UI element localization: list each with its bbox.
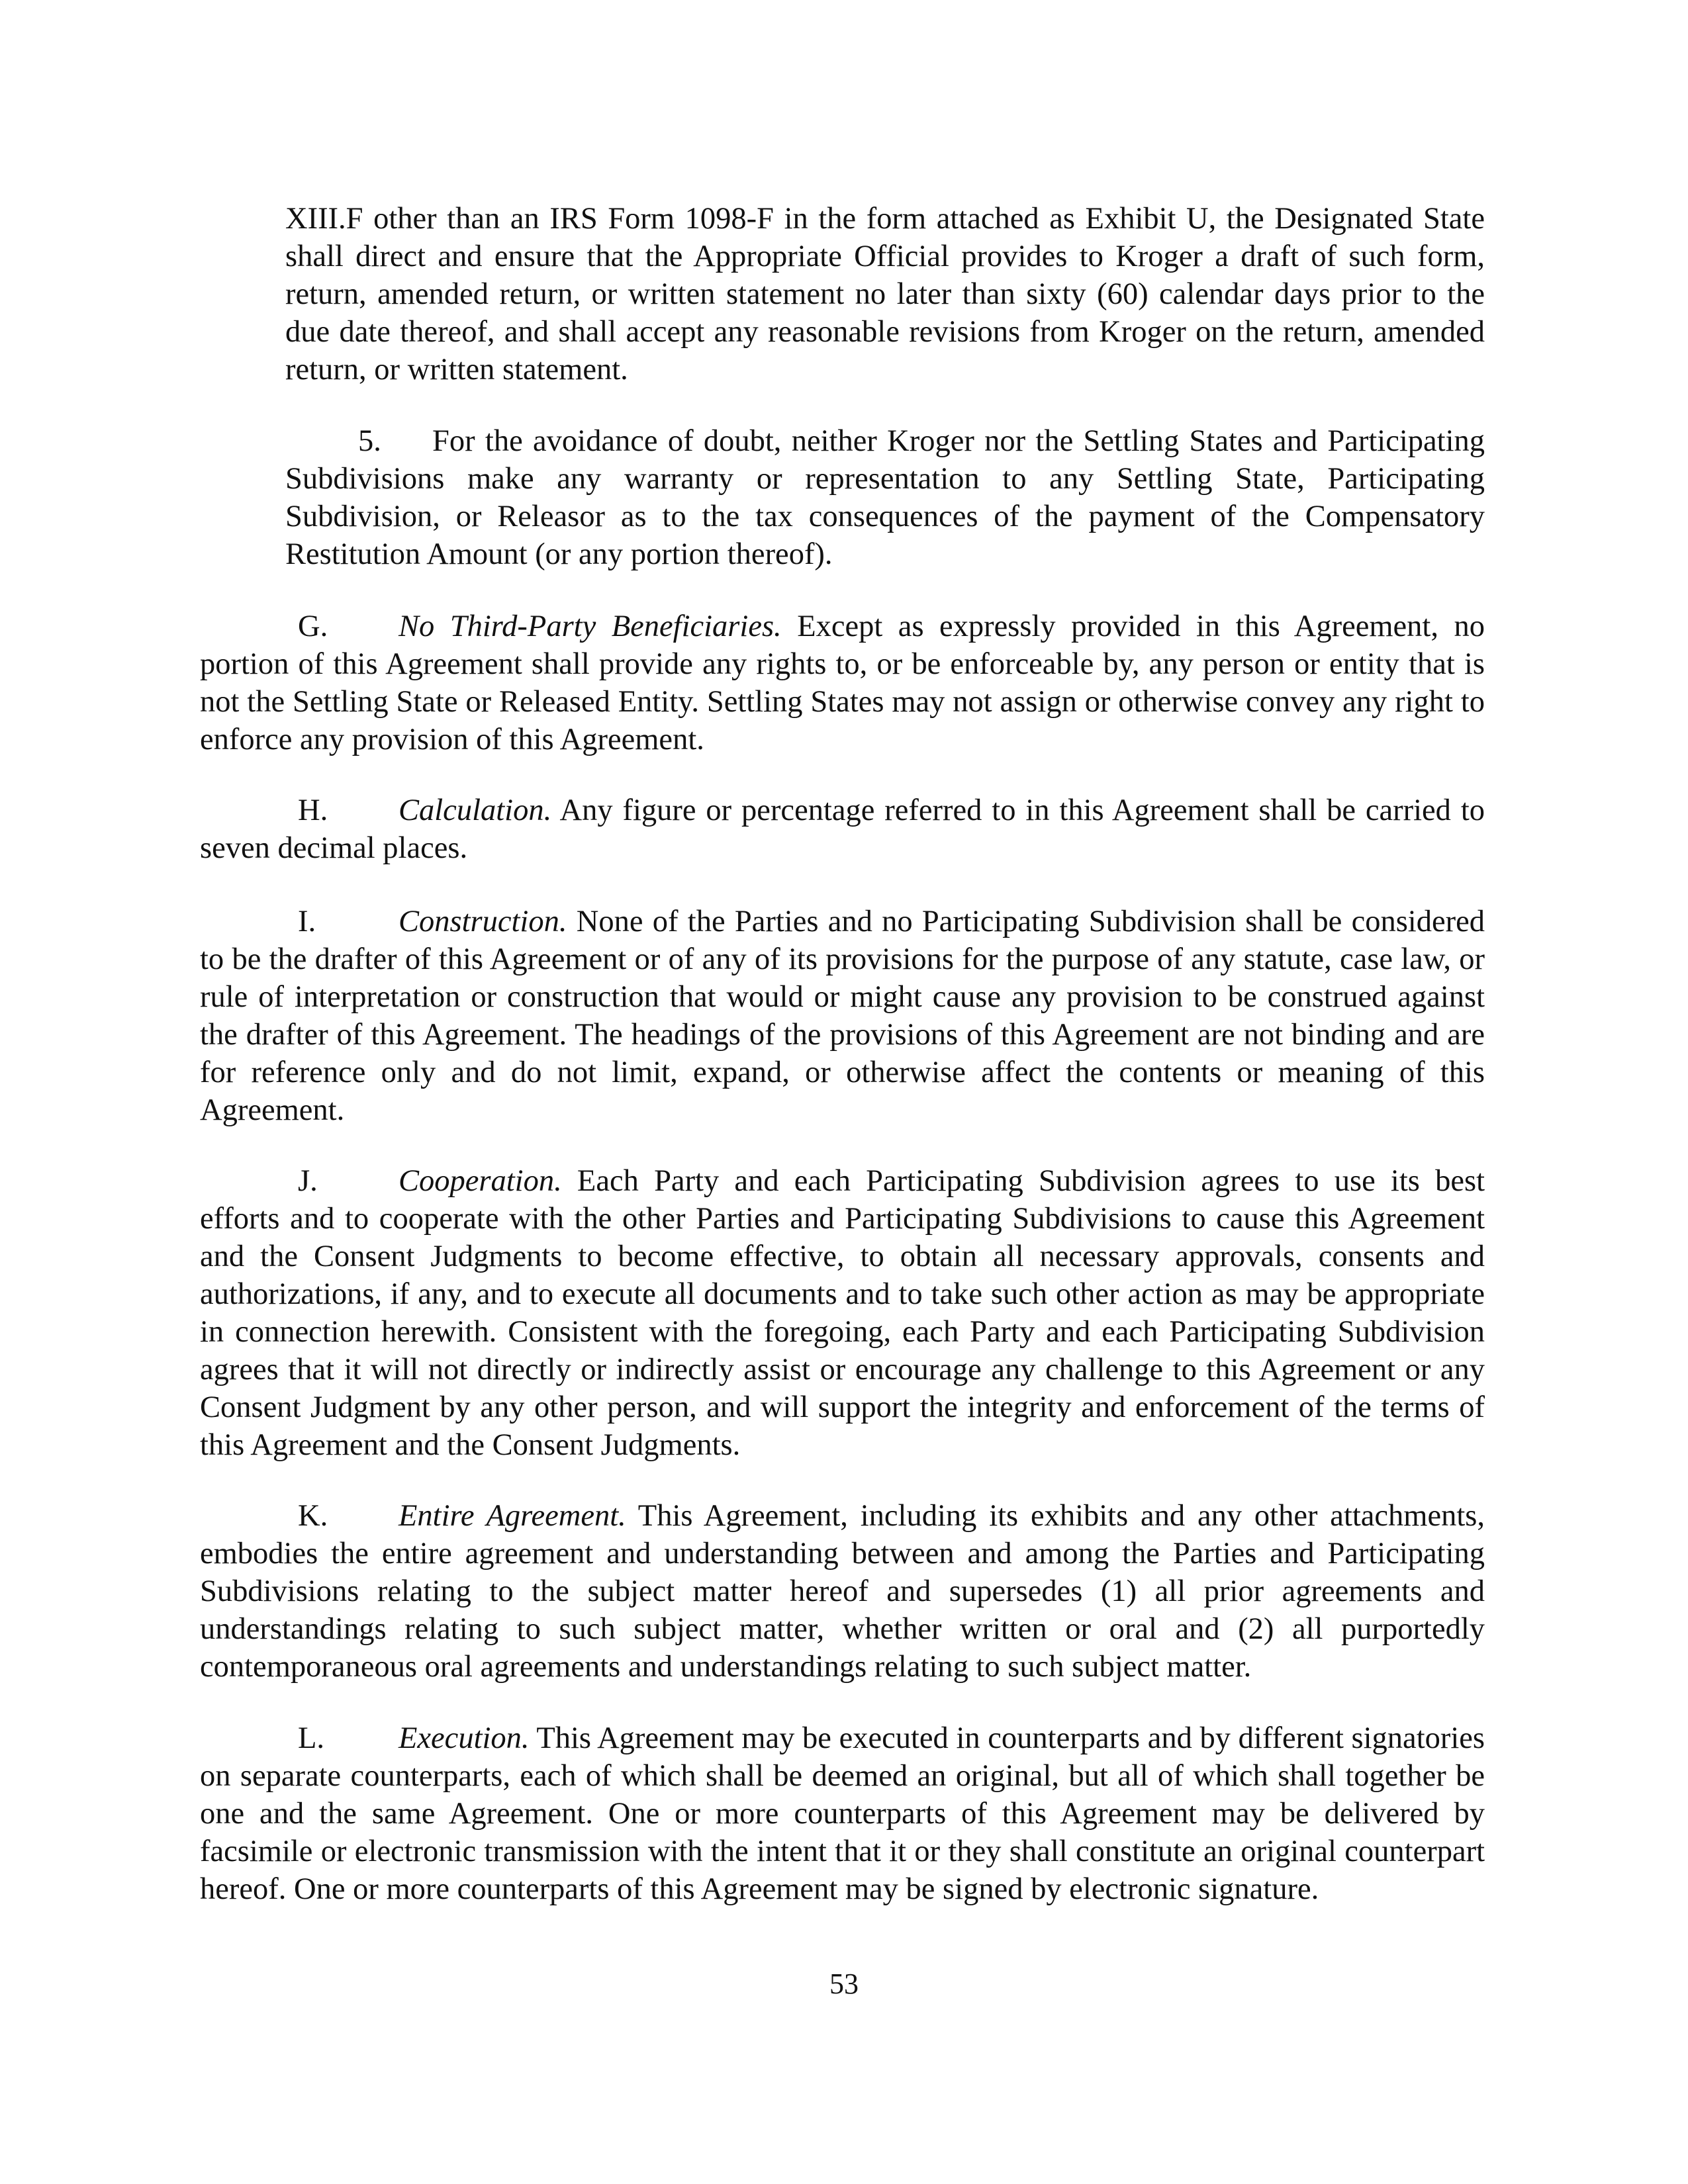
section-j-text: Each Party and each Participating Subdivision agrees to use its best efforts and to cooperate with the other Parties and Participating Subdivisions to cause this Agreement and the Consent Judgments to become effective, to obtain all necessary approvals, consents and authorizations, if any, and to execute all documents and to take such other action as may be appropriate in connection herewith. Consistent with the foregoing, each Party and each Participating Subdivision agrees that it will not directly or indirectly assist or encourage any challenge to this Agreement or any Consent Judgment by any other person, and will support the integrity and enforcement of the terms of this Agreement and the Consent Judgments. bbox=[200, 1164, 1485, 1462]
section-l-text: This Agreement may be executed in counterparts and by different signatories on separate counterparts, each of which shall be deemed an original, but all of which shall together be one and the same Agreement. One or more counterparts of this Agreement may be delivered by facsimile or electronic transmission with the intent that it or they shall constitute an original counterpart hereof. One or more counterparts of this Agreement may be signed by electronic signature. bbox=[200, 1721, 1485, 1906]
section-h-heading: Calculation. bbox=[399, 794, 552, 827]
item-5-text: For the avoidance of doubt, neither Kroger nor the Settling States and Participating Subdivisions make any warranty or representation to any Settling State, Participating Subdivision, or Releasor as to the tax consequences of the payment of the Compensatory Restitution Amount (or any portion thereof). bbox=[285, 424, 1485, 571]
section-g-text: Except as expressly provided in this Agreement, no portion of this Agreement shall provide any rights to, or be enforceable by, any person or entity that is not the Settling State or Released Entity. Settling States may not assign or otherwise convey any right to enforce any provision of this Agreement. bbox=[200, 610, 1485, 756]
section-h bbox=[200, 792, 1485, 867]
section-i-text: None of the Parties and no Participating Subdivision shall be considered to be the drafter of this Agreement or of any of its provisions for the purpose of any statute, case law, or rule of interpretation or construction that would or might cause any provision to be construed against the drafter of this Agreement. The headings of the provisions of this Agreement are not binding and are for reference only and do not limit, expand, or otherwise affect the contents or meaning of this Agreement. bbox=[200, 905, 1485, 1127]
section-i-letter: I. bbox=[298, 905, 316, 938]
section-j-letter: J. bbox=[298, 1164, 318, 1198]
paragraph-item-5 bbox=[285, 422, 1485, 573]
item-5-number: 5. bbox=[358, 424, 381, 458]
section-g-heading: No Third-Party Beneficiaries. bbox=[399, 610, 782, 643]
section-l bbox=[200, 1719, 1485, 1908]
section-k-text: This Agreement, including its exhibits and any other attachments, embodies the entire agreement and understanding between and among the Parties and Participating Subdivisions relating to the subject matter hereof and supersedes (1) all prior agreements and understandings relating to such subject matter, whether written or oral and (2) all purportedly contemporaneous oral agreements and understandings relating to such subject matter. bbox=[200, 1499, 1485, 1684]
section-g-letter: G. bbox=[298, 610, 328, 643]
page-number: 53 bbox=[829, 1968, 859, 2000]
section-j-heading: Cooperation. bbox=[399, 1164, 562, 1198]
section-h-text: Any figure or percentage referred to in this Agreement shall be carried to seven decimal places. bbox=[200, 794, 1485, 865]
paragraph-continuation bbox=[285, 200, 1485, 388]
section-i bbox=[200, 903, 1485, 1129]
section-k-letter: K. bbox=[298, 1499, 328, 1533]
section-j bbox=[200, 1162, 1485, 1464]
section-h-letter: H. bbox=[298, 794, 328, 827]
section-l-letter: L. bbox=[298, 1721, 325, 1755]
section-i-heading: Construction. bbox=[399, 905, 567, 938]
section-g bbox=[200, 608, 1485, 758]
paragraph-continuation-text: XIII.F other than an IRS Form 1098-F in the form attached as Exhibit U, the Designated State shall direct and ensure that the Appropriate Official provides to Kroger a draft of such form, return, amended return, or written statement no later than sixty (60) calendar days prior to the due date thereof, and shall accept any reasonable revisions from Kroger on the return, amended return, or written statement. bbox=[285, 202, 1485, 387]
section-k-heading: Entire Agreement. bbox=[399, 1499, 626, 1533]
section-k bbox=[200, 1497, 1485, 1686]
section-l-heading: Execution. bbox=[399, 1721, 530, 1755]
